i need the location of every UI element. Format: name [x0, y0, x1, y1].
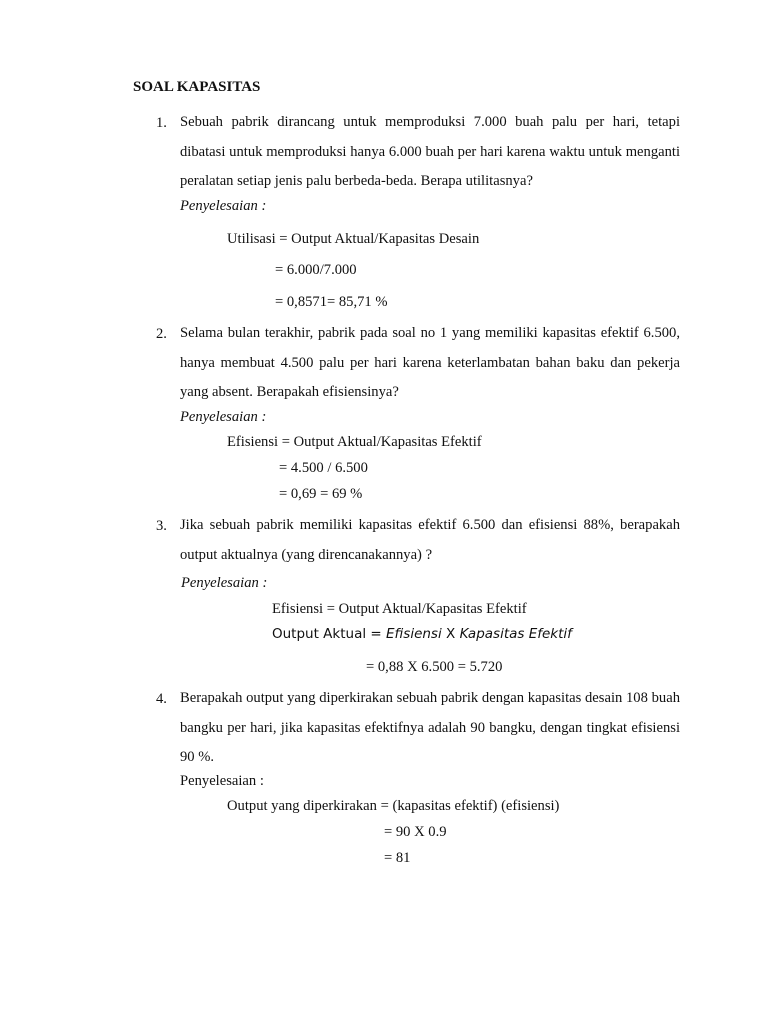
problem-3-formula	[272, 626, 572, 642]
problem-1-number: 1.	[156, 115, 167, 131]
problem-4-question: Berapakah output yang diperkirakan sebuah pabrik dengan kapasitas desain 108 buah bangku per hari, jika kapasitas efektifnya adalah 90 bangku, dengan tingkat efisiensi 90 %.	[180, 690, 680, 765]
formula-lhs: Output Aktual	[272, 626, 367, 642]
formula-times: X	[441, 626, 460, 642]
problem-4-number: 4.	[156, 691, 167, 707]
problem-2-number: 2.	[156, 326, 167, 342]
problem-4-solution-line-2: = 90 X 0.9	[384, 824, 447, 840]
problem-3-solution-line-3: = 0,88 X 6.500 = 5.720	[366, 659, 503, 675]
problem-1-solution-line-3: = 0,8571= 85,71 %	[275, 294, 388, 310]
problem-2-question: Selama bulan terakhir, pabrik pada soal no 1 yang memiliki kapasitas efektif 6.500, hanya membuat 4.500 palu per hari karena keterlambatan bahan baku dan pekerja yang absent. Berapakah efisiensinya?	[180, 325, 680, 400]
problem-3-solution-label: Penyelesaian :	[181, 575, 268, 591]
problem-1-question: Sebuah pabrik dirancang untuk memproduksi 7.000 buah palu per hari, tetapi dibatasi untuk memproduksi hanya 6.000 buah per hari karena waktu untuk menganti peralatan setiap jenis palu berbeda-beda. Berapa utilitasnya?	[180, 114, 680, 189]
problem-4-solution-line-3: = 81	[384, 850, 411, 866]
problem-1-solution-label: Penyelesaian :	[180, 198, 267, 214]
problem-4-solution-label: Penyelesaian :	[180, 773, 264, 789]
problem-3-question: Jika sebuah pabrik memiliki kapasitas efektif 6.500 dan efisiensi 88%, berapakah output aktualnya (yang direncanakannya) ?	[180, 517, 680, 563]
problem-1-solution-line-2: = 6.000/7.000	[275, 262, 357, 278]
problem-2-solution-line-1: Efisiensi = Output Aktual/Kapasitas Efektif	[227, 434, 482, 450]
formula-term-efisiensi: Efisiensi	[386, 626, 442, 642]
problem-3-solution-line-1: Efisiensi = Output Aktual/Kapasitas Efektif	[272, 601, 527, 617]
problem-1-solution-line-1: Utilisasi = Output Aktual/Kapasitas Desain	[227, 231, 480, 247]
formula-term-kapasitas-efektif: Kapasitas Efektif	[459, 626, 572, 642]
problem-2-solution-line-2: = 4.500 / 6.500	[279, 460, 368, 476]
page-title: SOAL KAPASITAS	[133, 79, 261, 95]
problem-2-solution-label: Penyelesaian :	[180, 409, 267, 425]
problem-2-solution-line-3: = 0,69 = 69 %	[279, 486, 363, 502]
problem-3-number: 3.	[156, 518, 167, 534]
problem-4-solution-line-1: Output yang diperkirakan = (kapasitas efektif) (efisiensi)	[227, 798, 560, 814]
formula-equals: =	[366, 626, 387, 642]
